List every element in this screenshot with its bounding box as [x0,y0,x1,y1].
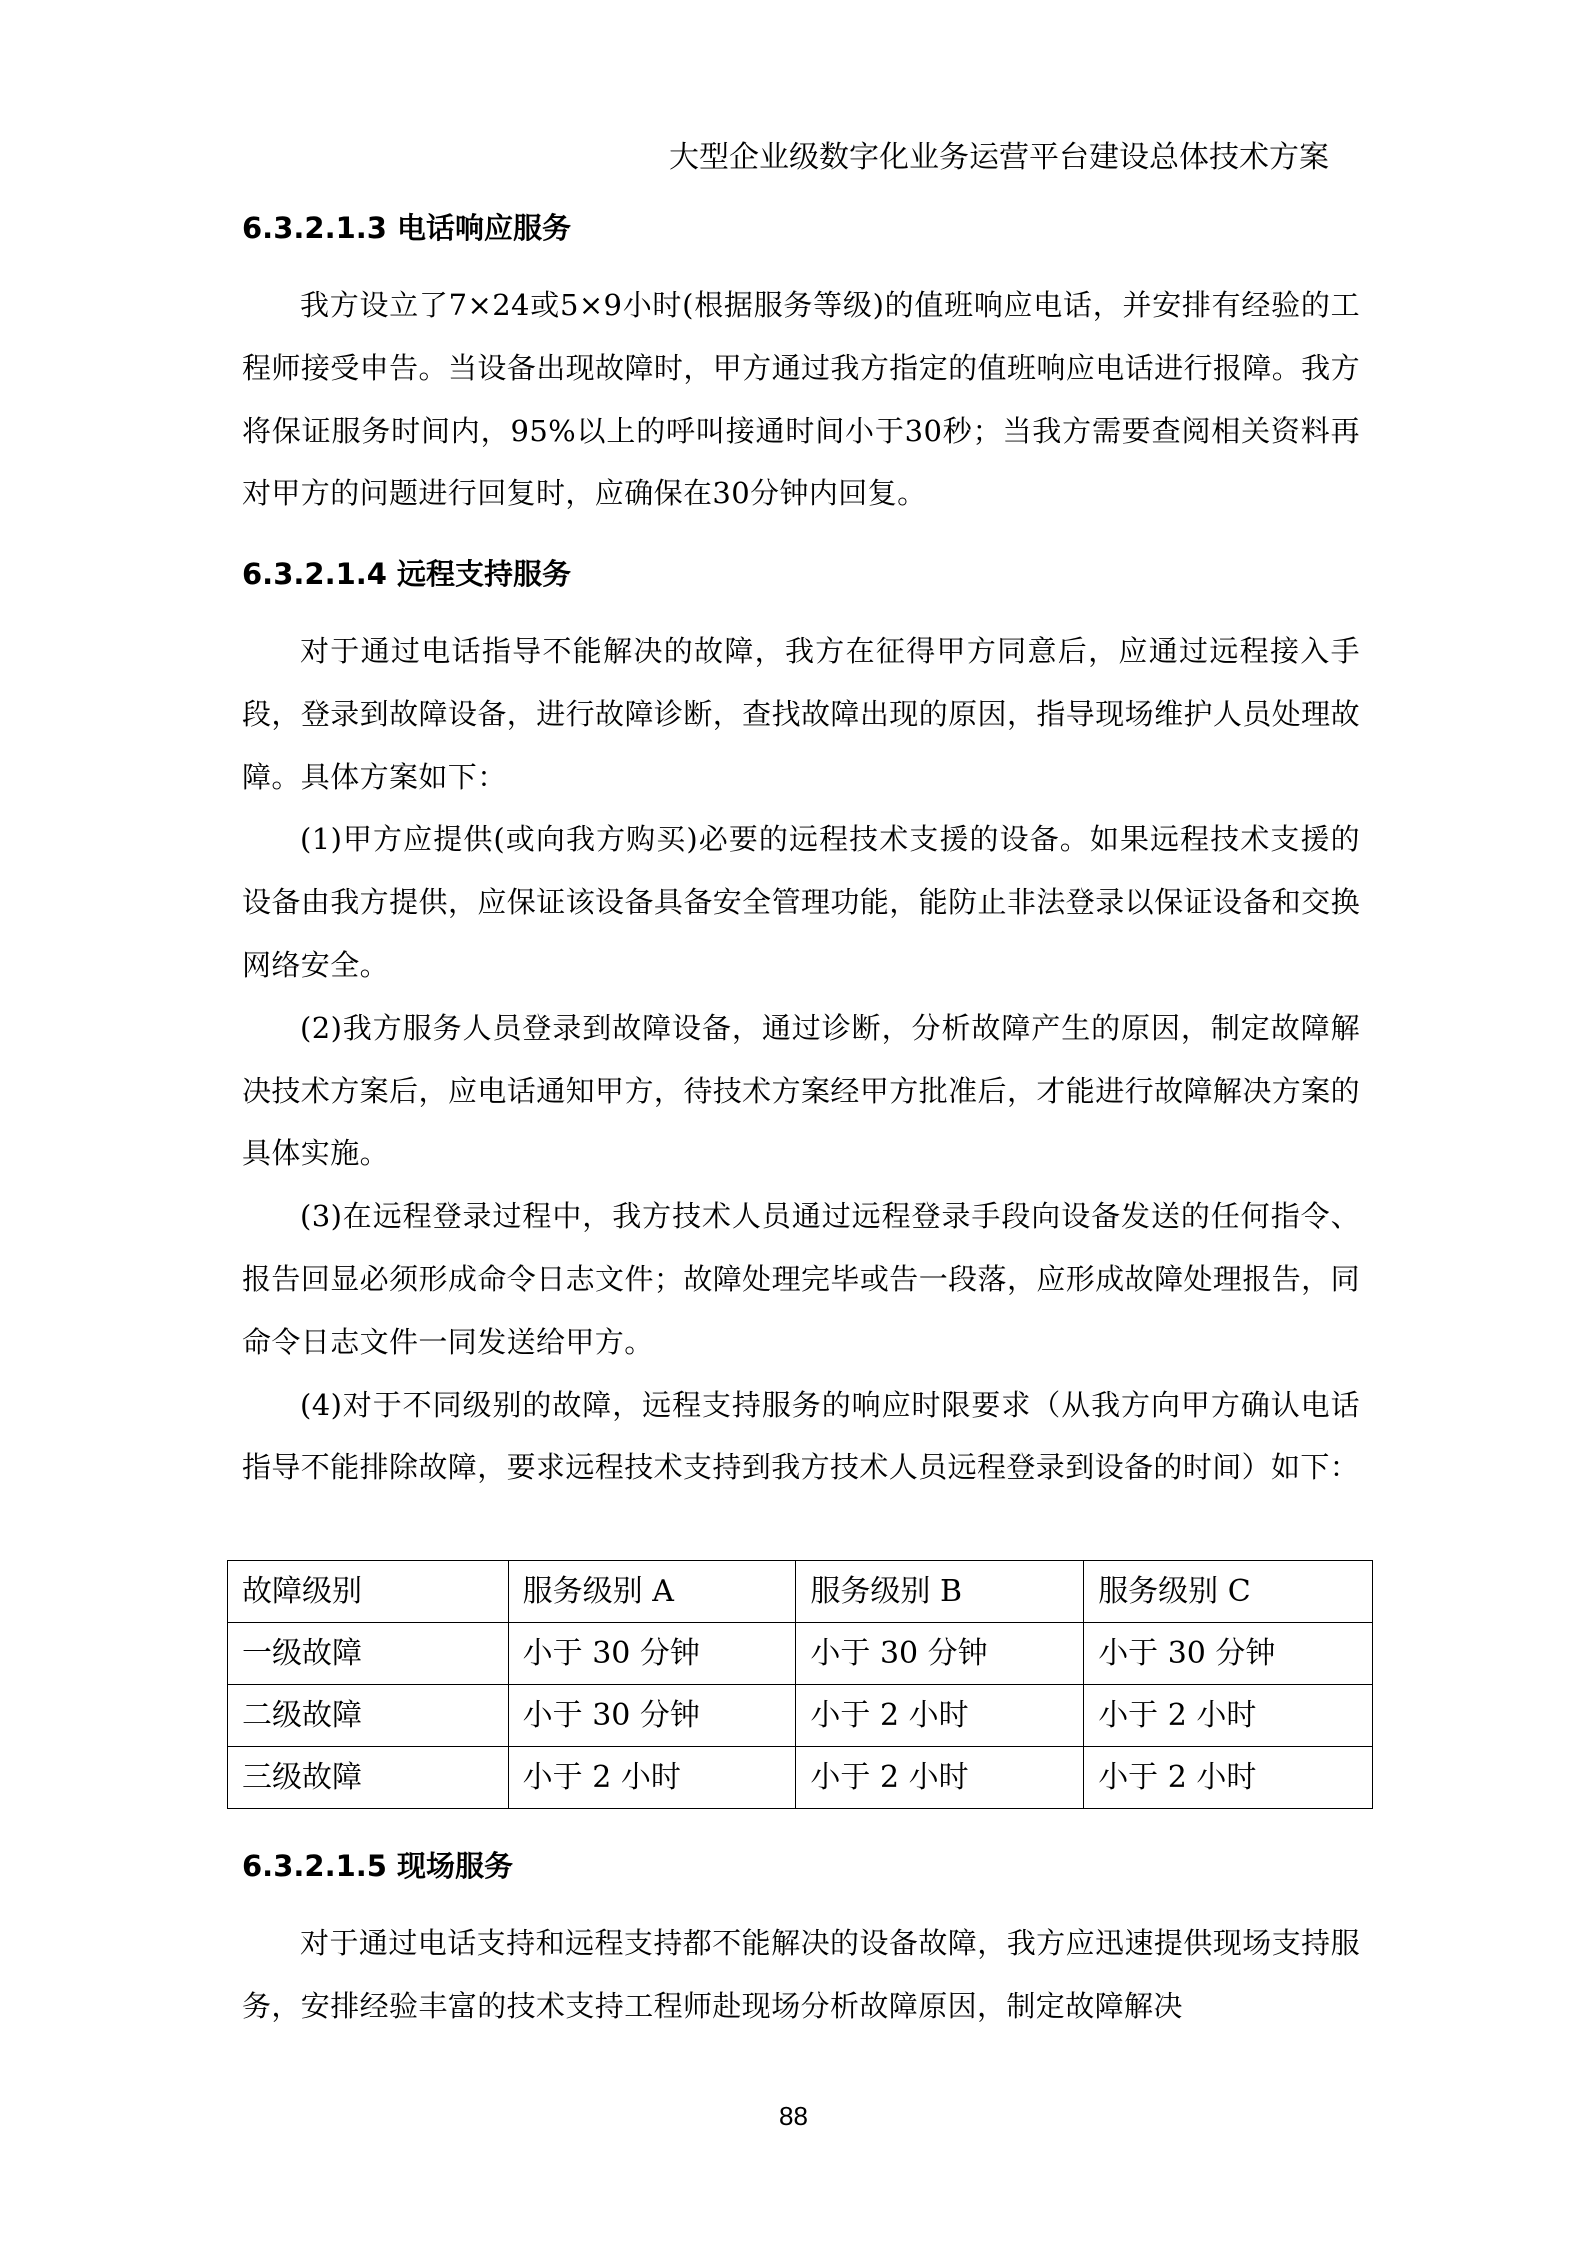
response-time-table-wrapper [227,1560,1373,1809]
paragraph: (1)甲方应提供(或向我方购买)必要的远程技术支援的设备。如果远程技术支援的设备由我方提供，应保证该设备具备安全管理功能，能防止非法登录以保证设备和交换网络安全。 [242,822,1360,982]
paragraph: (4)对于不同级别的故障，远程支持服务的响应时限要求（从我方向甲方确认电话指导不能排除故障，要求远程技术支持到我方技术人员远程登录到设备的时间）如下： [242,1387,1360,1485]
section-body-remote-support [242,620,1360,1499]
table-header-cell: 故障级别 [228,1561,509,1623]
paragraph: 我方设立了7×24或5×9小时(根据服务等级)的值班响应电话，并安排有经验的工程师接受申告。当设备出现故障时，甲方通过我方指定的值班响应电话进行报障。我方将保证服务时间内，95%以上的呼叫接通时间小于30秒；当我方需要查阅相关资料再对甲方的问题进行回复时，应确保在30分钟内回复。 [242,288,1360,511]
paragraph: (2)我方服务人员登录到故障设备，通过诊断，分析故障产生的原因，制定故障解决技术方案后，应电话通知甲方，待技术方案经甲方批准后，才能进行故障解决方案的具体实施。 [242,1010,1360,1171]
table-cell: 小于 30 分钟 [508,1623,796,1685]
paragraph: 对于通过电话指导不能解决的故障，我方在征得甲方同意后，应通过远程接入手段，登录到故障设备，进行故障诊断，查找故障出现的原因，指导现场维护人员处理故障。具体方案如下： [242,634,1360,794]
table-cell: 小于 2 小时 [796,1747,1084,1809]
table-cell: 小于 30 分钟 [1084,1623,1373,1685]
table-cell: 小于 2 小时 [1084,1747,1373,1809]
table-cell: 小于 30 分钟 [796,1623,1084,1685]
table-cell: 三级故障 [228,1747,509,1809]
paragraph: (3)在远程登录过程中，我方技术人员通过远程登录手段向设备发送的任何指令、报告回显必须形成命令日志文件；故障处理完毕或告一段落，应形成故障处理报告，同命令日志文件一同发送给甲方。 [242,1199,1360,1359]
table-header-cell: 服务级别 A [508,1561,796,1623]
section-heading-phone-response: 6.3.2.1.3 电话响应服务 [242,211,572,245]
section-heading-onsite-service: 6.3.2.1.5 现场服务 [242,1849,514,1883]
page-number: 88 [779,2101,808,2131]
table-cell: 二级故障 [228,1685,509,1747]
table-row [228,1623,1373,1685]
table-row [228,1685,1373,1747]
running-header: 大型企业级数字化业务运营平台建设总体技术方案 [669,140,1329,175]
section-body-phone-response [242,274,1360,525]
table-header-cell: 服务级别 B [796,1561,1084,1623]
table-cell: 小于 2 小时 [796,1685,1084,1747]
section-body-onsite-service [242,1912,1360,2038]
section-heading-remote-support: 6.3.2.1.4 远程支持服务 [242,557,572,591]
table-cell: 一级故障 [228,1623,509,1685]
response-time-table [227,1560,1373,1809]
paragraph: 对于通过电话支持和远程支持都不能解决的设备故障，我方应迅速提供现场支持服务，安排经验丰富的技术支持工程师赴现场分析故障原因，制定故障解决 [242,1926,1360,2023]
table-cell: 小于 30 分钟 [508,1685,796,1747]
header-divider [242,190,1360,191]
table-header-row [228,1561,1373,1623]
table-header-cell: 服务级别 C [1084,1561,1373,1623]
table-row [228,1747,1373,1809]
table-cell: 小于 2 小时 [1084,1685,1373,1747]
table-cell: 小于 2 小时 [508,1747,796,1809]
